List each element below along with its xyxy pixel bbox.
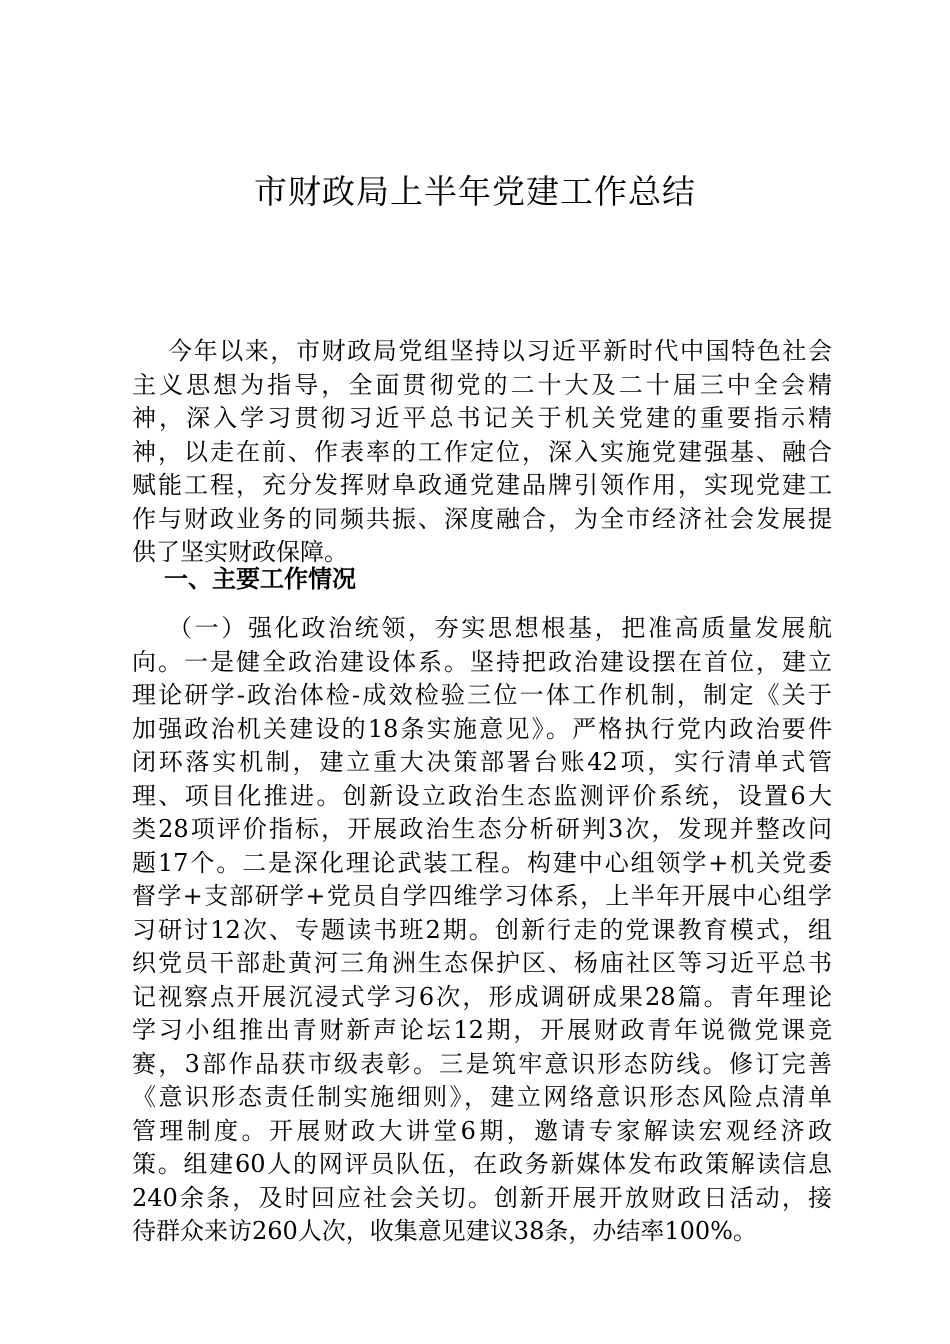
text-line: 题17个。二是深化理论武装工程。构建中心组领学+机关党委 xyxy=(132,848,832,877)
text-line: 督学+支部研学+党员自学四维学习体系，上半年开展中心组学 xyxy=(132,882,832,910)
text-line: 学习小组推出青财新声论坛12期，开展财政青年说微党课竞 xyxy=(132,1016,832,1044)
text-line: 待群众来访260人次，收集意见建议38条，办结率100%。 xyxy=(132,1217,757,1245)
text-line: 类28项评价指标，开展政治生态分析研判3次，发现并整改问 xyxy=(132,815,832,843)
text-line: 加强政治机关建设的18条实施意见》。严格执行党内政治要件 xyxy=(132,714,832,743)
text-line: 《意识形态责任制实施细则》，建立网络意识形态风险点清单 xyxy=(132,1083,832,1111)
text-line: 记视察点开展沉浸式学习6次，形成调研成果28篇。青年理论 xyxy=(132,982,832,1011)
document-title: 市财政局上半年党建工作总结 xyxy=(254,172,696,211)
intro-paragraph xyxy=(132,335,832,570)
text-line: 闭环落实机制，建立重大决策部署台账42项，实行清单式管 xyxy=(132,748,832,776)
text-line: 赛，3部作品获市级表彰。三是筑牢意识形态防线。修订完善 xyxy=(132,1049,832,1078)
text-line: 理论研学-政治体检-成效检验三位一体工作机制，制定《关于 xyxy=(132,681,832,709)
text-line: （一）强化政治统领，夯实思想根基，把准高质量发展航 xyxy=(168,614,832,642)
text-line: 策。组建60人的网评员队伍，在政务新媒体发布政策解读信息 xyxy=(132,1150,832,1178)
text-line: 赋能工程，充分发挥财阜政通党建品牌引领作用，实现党建工 xyxy=(132,471,832,499)
text-line: 作与财政业务的同频共振、深度融合，为全市经济社会发展提 xyxy=(132,504,832,533)
text-line: 供了坚实财政保障。 xyxy=(132,538,348,566)
section-heading: 一、主要工作情况 xyxy=(164,564,356,593)
text-line: 今年以来，市财政局党组坚持以习近平新时代中国特色社会 xyxy=(168,337,832,365)
text-line: 理、项目化推进。创新设立政治生态监测评价系统，设置6大 xyxy=(132,781,832,810)
text-line: 240余条，及时回应社会关切。创新开展开放财政日活动，接 xyxy=(132,1183,832,1212)
text-line: 向。一是健全政治建设体系。坚持把政治建设摆在首位，建立 xyxy=(132,647,832,676)
text-line: 神，以走在前、作表率的工作定位，深入实施党建强基、融合 xyxy=(132,437,832,466)
text-line: 神，深入学习贯彻习近平总书记关于机关党建的重要指示精 xyxy=(132,404,832,432)
text-line: 习研讨12次、专题读书班2期。创新行走的党课教育模式，组 xyxy=(132,915,832,944)
text-line: 主义思想为指导，全面贯彻党的二十大及二十届三中全会精 xyxy=(132,370,832,399)
text-line: 织党员干部赴黄河三角洲生态保护区、杨庙社区等习近平总书 xyxy=(132,949,832,977)
text-line: 管理制度。开展财政大讲堂6期，邀请专家解读宏观经济政 xyxy=(132,1116,832,1145)
section-1-paragraph xyxy=(132,612,832,1249)
